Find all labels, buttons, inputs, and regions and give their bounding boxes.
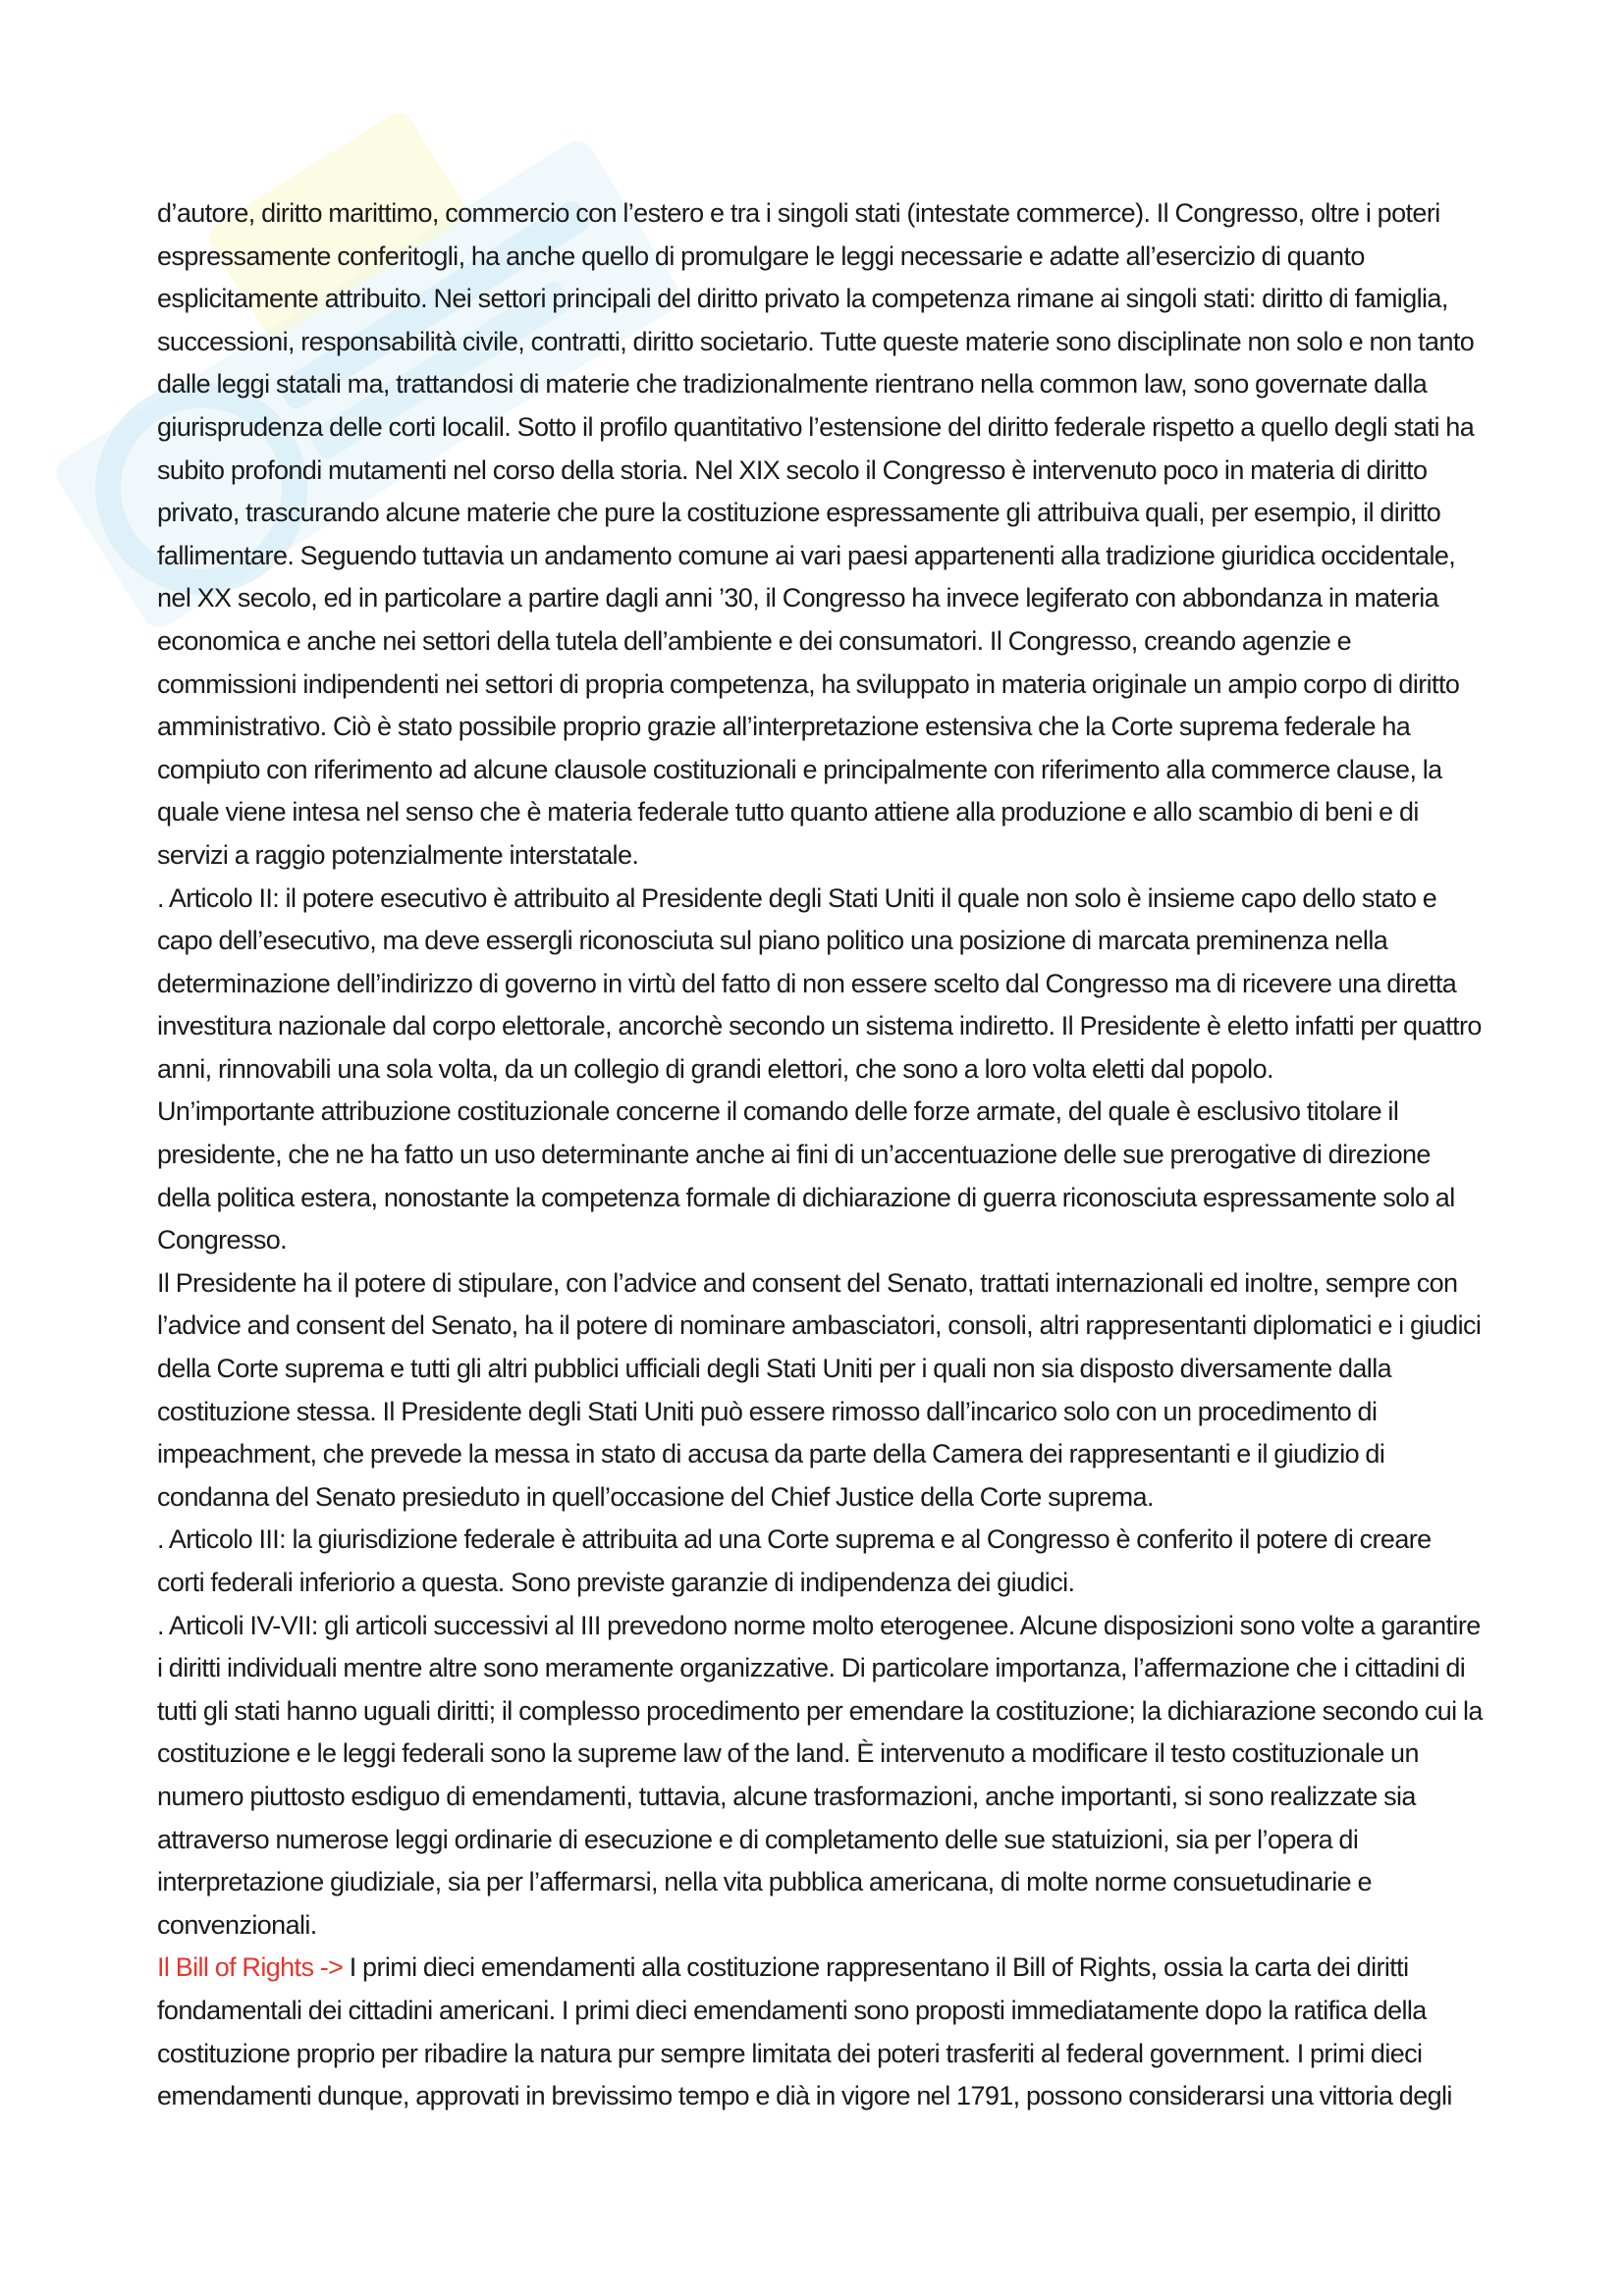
paragraph-article-3: . Articolo III: la giurisdizione federale è attribuita ad una Corte suprema e al Congresso è conferito il potere di creare corti federali inferiorio a questa. Sono previste garanzie di indipendenza dei giudici. (157, 1524, 1432, 1597)
paragraph-president-powers: Il Presidente ha il potere di stipulare, con l’advice and consent del Senato, trattati internazionali ed inoltre, sempre con l’advice and consent del Senato, ha il potere di nominare ambasciatori, consoli, altri rappresentanti diplomatici e i giudici della Corte suprema e tutti gli altri pubblici ufficiali degli Stati Uniti per i quali non sia disposto diversamente dalla costituzione stessa. Il Presidente degli Stati Uniti può essere rimosso dall’incarico solo con un procedimento di impeachment, che prevede la messa in stato di accusa da parte della Camera dei rappresentanti e il giudizio di condanna del Senato presieduto in quell’occasione del Chief Justice della Corte suprema. (157, 1267, 1482, 1512)
document-body (157, 192, 1483, 2118)
paragraph-congress-powers: d’autore, diritto marittimo, commercio con l’estero e tra i singoli stati (intestate commerce). Il Congresso, oltre i poteri espressamente conferitogli, ha anche quello di promulgare le leggi necessarie e adatte all’esercizio di quanto esplicitamente attribuito. Nei settori principali del diritto privato la competenza rimane ai singoli stati: diritto di famiglia, successioni, responsabilità civile, contratti, diritto societario. Tutte queste materie sono disciplinate non solo e non tanto dalle leggi statali ma, trattandosi di materie che tradizionalmente rientrano nella common law, sono governate dalla giurisprudenza delle corti localil. Sotto il profilo quantitativo l’estensione del diritto federale rispetto a quello degli stati ha subito profondi mutamenti nel corso della storia. Nel XIX secolo il Congresso è intervenuto poco in materia di diritto privato, trascurando alcune materie che pure la costituzione espressamente gli attribuiva quali, per esempio, il diritto fallimentare. Seguendo tuttavia un andamento comune ai vari paesi appartenenti alla tradizione giuridica occidentale, nel XX secolo, ed in particolare a partire dagli anni ’30, il Congresso ha invece legiferato con abbondanza in materia economica e anche nei settori della tutela dell’ambiente e dei consumatori. Il Congresso, creando agenzie e commissioni indipendenti nei settori di propria competenza, ha sviluppato in materia originale un ampio corpo di diritto amministrativo. Ciò è stato possibile proprio grazie all’interpretazione estensiva che la Corte suprema federale ha compiuto con riferimento ad alcune clausole costituzionali e principalmente con riferimento alla commerce clause, la quale viene intesa nel senso che è materia federale tutto quanto attiene alla produzione e allo scambio di beni e di servizi a raggio potenzialmente interstatale. (157, 198, 1475, 870)
paragraph-article-2: . Articolo II: il potere esecutivo è attribuito al Presidente degli Stati Uniti il quale non solo è insieme capo dello stato e capo dell’esecutivo, ma deve essergli riconosciuta sul piano politico una posizione di marcata preminenza nella determinazione dell’indirizzo di governo in virtù del fatto di non essere scelto dal Congresso ma di ricevere una diretta investitura nazionale dal corpo elettorale, ancorchè secondo un sistema indiretto. Il Presidente è eletto infatti per quattro anni, rinnovabili una sola volta, da un collegio di grandi elettori, che sono a loro volta eletti dal popolo. (157, 882, 1482, 1084)
bill-of-rights-text: I primi dieci emendamenti alla costituzione rappresentano il Bill of Rights, ossia la carta dei diritti fondamentali dei cittadini americani. I primi dieci emendamenti sono proposti immediatamente dopo la ratifica della costituzione proprio per ribadire la natura pur sempre limitata dei poteri trasferiti al federal government. I primi dieci emendamenti dunque, approvati in brevissimo tempo e dià in vigore nel 1791, possono considerarsi una vittoria degli (157, 1952, 1452, 2111)
paragraph-bill-of-rights (157, 1947, 1483, 2117)
paragraph-armed-forces: Un’importante attribuzione costituzionale concerne il comando delle forze armate, del quale è esclusivo titolare il presidente, che ne ha fatto un uso determinante anche ai fini di un’accentuazione delle sue prerogative di direzione della politica estera, nonostante la competenza formale di dichiarazione di guerra riconosciuta espressamente solo al Congresso. (157, 1096, 1455, 1255)
paragraph-articles-4-7: . Articoli IV-VII: gli articoli successivi al III prevedono norme molto eterogenee. Alcune disposizioni sono volte a garantire i diritti individuali mentre altre sono meramente organizzative. Di particolare importanza, l’affermazione che i cittadini di tutti gli stati hanno uguali diritti; il complesso procedimento per emendare la costituzione; la dichiarazione secondo cui la costituzione e le leggi federali sono la supreme law of the land. È intervenuto a modificare il testo costituzionale un numero piuttosto esdiguo di emendamenti, tuttavia, alcune trasformazioni, anche importanti, si sono realizzate sia attraverso numerose leggi ordinarie di esecuzione e di completamento delle sue statuizioni, sia per l’opera di interpretazione giudiziale, sia per l’affermarsi, nella vita pubblica americana, di molte norme consuetudinarie e convenzionali. (157, 1610, 1483, 1940)
bill-of-rights-heading: Il Bill of Rights -> (157, 1952, 344, 1983)
